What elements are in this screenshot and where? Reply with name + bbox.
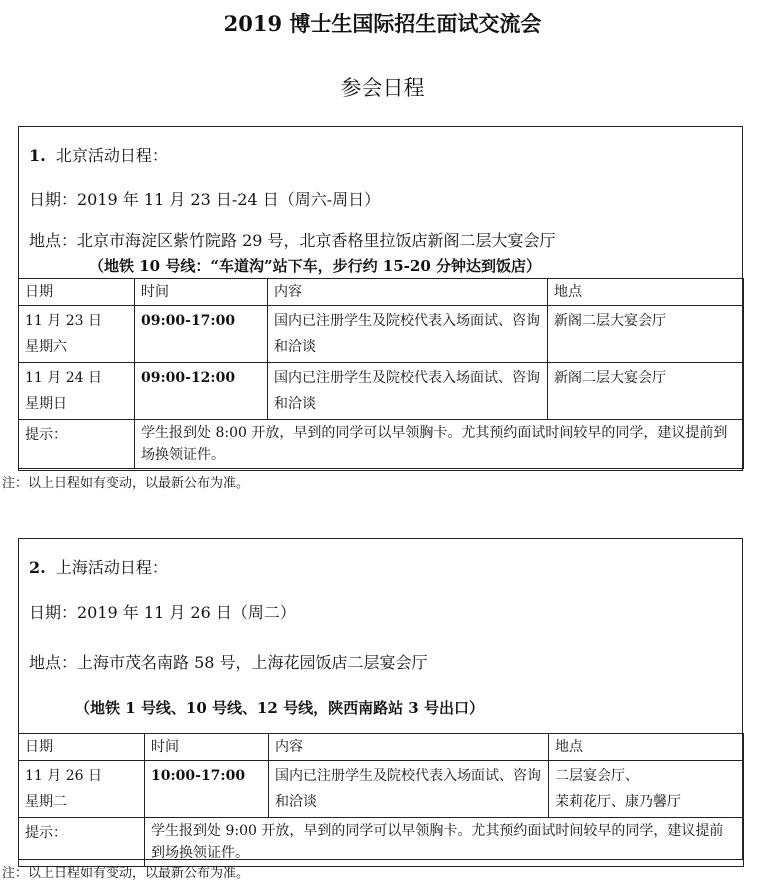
row-content: 国内已注册学生及院校代表入场面试、咨询和洽谈 (269, 761, 549, 818)
header-date: 日期 (19, 734, 145, 761)
beijing-section (18, 126, 743, 471)
shanghai-schedule-table (18, 733, 744, 867)
row-content: 国内已注册学生及院校代表入场面试、咨询和洽谈 (268, 306, 548, 363)
row-weekday: 星期二 (25, 794, 67, 810)
row-date: 11 月 24 日 (25, 370, 102, 386)
shanghai-note: 注：以上日程如有变动，以最新公布为准。 (2, 866, 250, 881)
row-place-cell (549, 761, 744, 818)
row-content: 国内已注册学生及院校代表入场面试、咨询和洽谈 (268, 363, 548, 420)
tip-row (19, 420, 744, 469)
tip-label: 提示： (19, 420, 135, 469)
beijing-note: 注：以上日程如有变动，以最新公布为准。 (2, 476, 250, 491)
row-date: 11 月 23 日 (25, 313, 102, 329)
tip-text: 学生报到处 8:00 开放，早到的同学可以早领胸卡。尤其预约面试时间较早的同学，建议提前到场换领证件。 (135, 420, 744, 469)
row-place: 新阁二层大宴会厅 (548, 363, 744, 420)
table-header-row (19, 734, 744, 761)
shanghai-date: 日期：2019 年 11 月 26 日（周二） (29, 603, 296, 622)
tip-label: 提示： (19, 818, 145, 867)
row-date-cell (19, 761, 145, 818)
header-date: 日期 (19, 279, 135, 306)
row-time: 10:00-17:00 (145, 761, 269, 818)
shanghai-heading (29, 555, 168, 578)
header-place: 地点 (548, 279, 744, 306)
table-header-row (19, 279, 744, 306)
tip-row (19, 818, 744, 867)
beijing-transit: （地铁 10 号线：“车道沟”站下车，步行约 15-20 分钟达到饭店） (89, 257, 541, 275)
header-time: 时间 (135, 279, 268, 306)
header-content: 内容 (269, 734, 549, 761)
row-date-cell (19, 363, 135, 420)
beijing-heading (29, 143, 168, 166)
document-title: 2019 博士生国际招生面试交流会 (223, 11, 542, 36)
row-weekday: 星期日 (25, 396, 67, 412)
shanghai-section-number: 2. (29, 558, 46, 577)
row-place: 新阁二层大宴会厅 (548, 306, 744, 363)
row-time: 09:00-12:00 (135, 363, 268, 420)
beijing-venue: 地点：北京市海淀区紫竹院路 29 号，北京香格里拉饭店新阁二层大宴会厅 (29, 231, 556, 250)
row-place-line: 二层宴会厅、 (555, 768, 639, 784)
row-weekday: 星期六 (25, 339, 67, 355)
header-place: 地点 (549, 734, 744, 761)
table-row (19, 761, 744, 818)
header-time: 时间 (145, 734, 269, 761)
header-content: 内容 (268, 279, 548, 306)
beijing-date: 日期：2019 年 11 月 23 日-24 日（周六-周日） (29, 190, 381, 209)
row-place-line: 茉莉花厅、康乃馨厅 (555, 794, 681, 810)
tip-text: 学生报到处 9:00 开放，早到的同学可以早领胸卡。尤其预约面试时间较早的同学，建议提前到场换领证件。 (145, 818, 744, 867)
shanghai-heading-text: 上海活动日程： (55, 558, 168, 577)
shanghai-section (18, 538, 743, 860)
row-time: 09:00-17:00 (135, 306, 268, 363)
shanghai-transit: （地铁 1 号线、10 号线、12 号线，陕西南路站 3 号出口） (75, 699, 484, 717)
beijing-heading-text: 北京活动日程： (55, 146, 168, 165)
row-date: 11 月 26 日 (25, 768, 102, 784)
table-row (19, 363, 744, 420)
beijing-section-number: 1. (29, 146, 46, 165)
shanghai-venue: 地点：上海市茂名南路 58 号，上海花园饭店二层宴会厅 (29, 653, 428, 672)
document-subtitle: 参会日程 (340, 76, 425, 100)
table-row (19, 306, 744, 363)
beijing-schedule-table (18, 278, 744, 469)
row-date-cell (19, 306, 135, 363)
